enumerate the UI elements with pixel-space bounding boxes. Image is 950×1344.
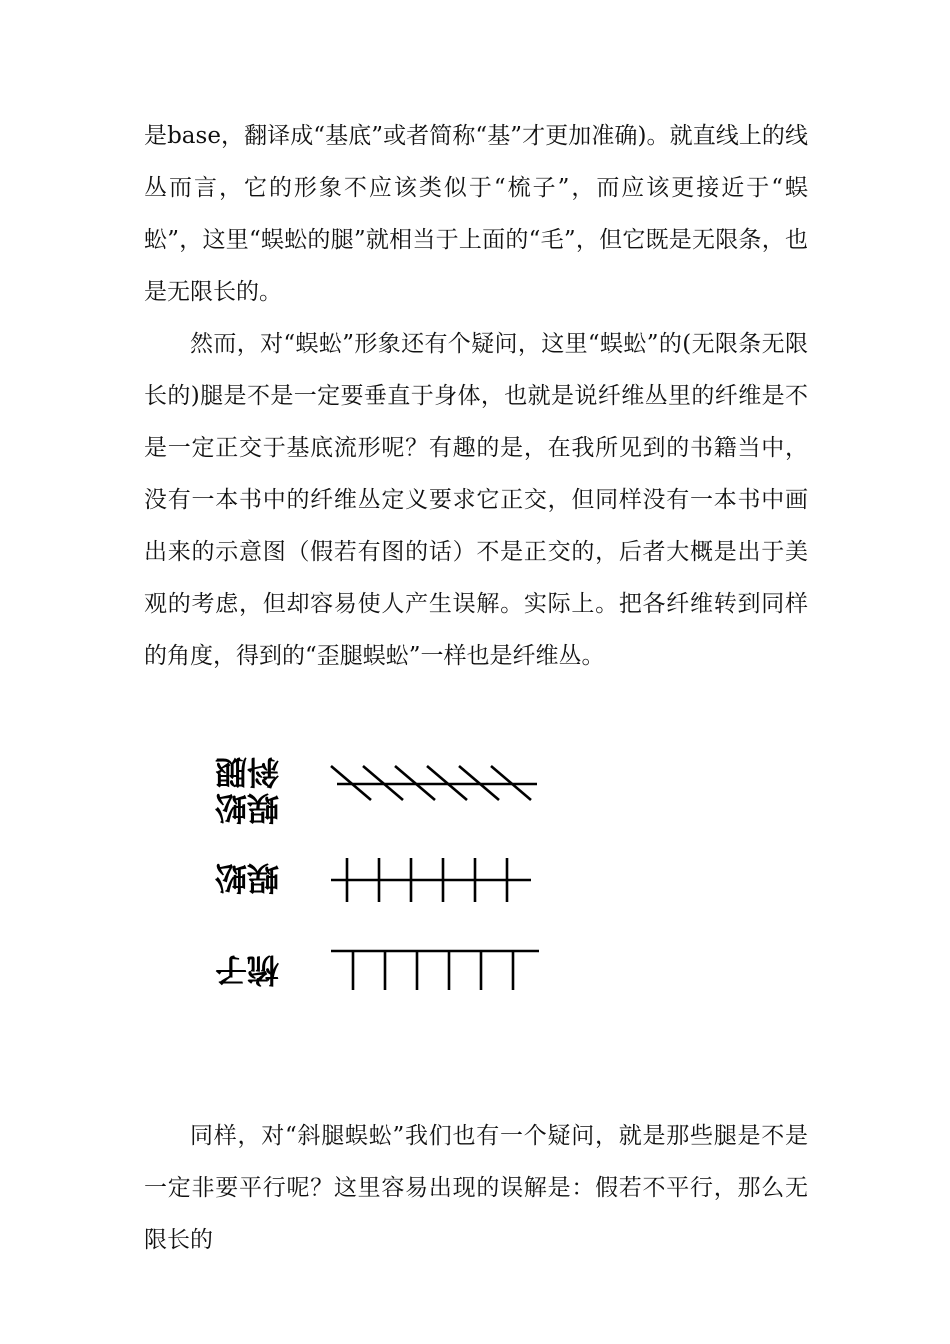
- paragraph-3: 同样，对“斜腿蜈蚣”我们也有一个疑问，就是那些腿是不是一定非要平行呢？这里容易出现的误解是：假若不平行，那么无限长的: [144, 1123, 808, 1253]
- diagram-svg: [195, 740, 555, 1000]
- paragraph-2: 然而，对“蜈蚣”形象还有个疑问，这里“蜈蚣”的(无限条无限长的)腿是不是一定要垂直于身体，也就是说纤维丛里的纤维是不是一定正交于基底流形呢？有趣的是，在我所见到的书籍当中，没有一本书中的纤维丛定义要求它正交，但同样没有一本书中画出来的示意图（假若有图的话）不是正交的，后者大概是出于美观的考虑，但却容易使人产生误解。实际上。把各纤维转到同样的角度，得到的“歪腿蜈蚣”一样也是纤维丛。: [144, 331, 808, 669]
- fiber-bundle-figure: [195, 740, 555, 1000]
- centipede-diagram: [331, 858, 531, 902]
- label-centipede: 蜈蚣: [215, 859, 280, 897]
- label-slanted-centipede: 蜈蚣 斜腿: [215, 753, 280, 827]
- comb-diagram: [331, 951, 539, 990]
- label-comb: 梳子: [215, 951, 280, 989]
- paragraph-1: 是base，翻译成“基底”或者简称“基”才更加准确)。就直线上的线丛而言，它的形象不应该类似于“梳子”，而应该更接近于“蜈蚣”，这里“蜈蚣的腿”就相当于上面的“毛”，但它既是无限条，也是无限长的。: [144, 123, 808, 305]
- slanted-centipede-diagram: [331, 766, 537, 800]
